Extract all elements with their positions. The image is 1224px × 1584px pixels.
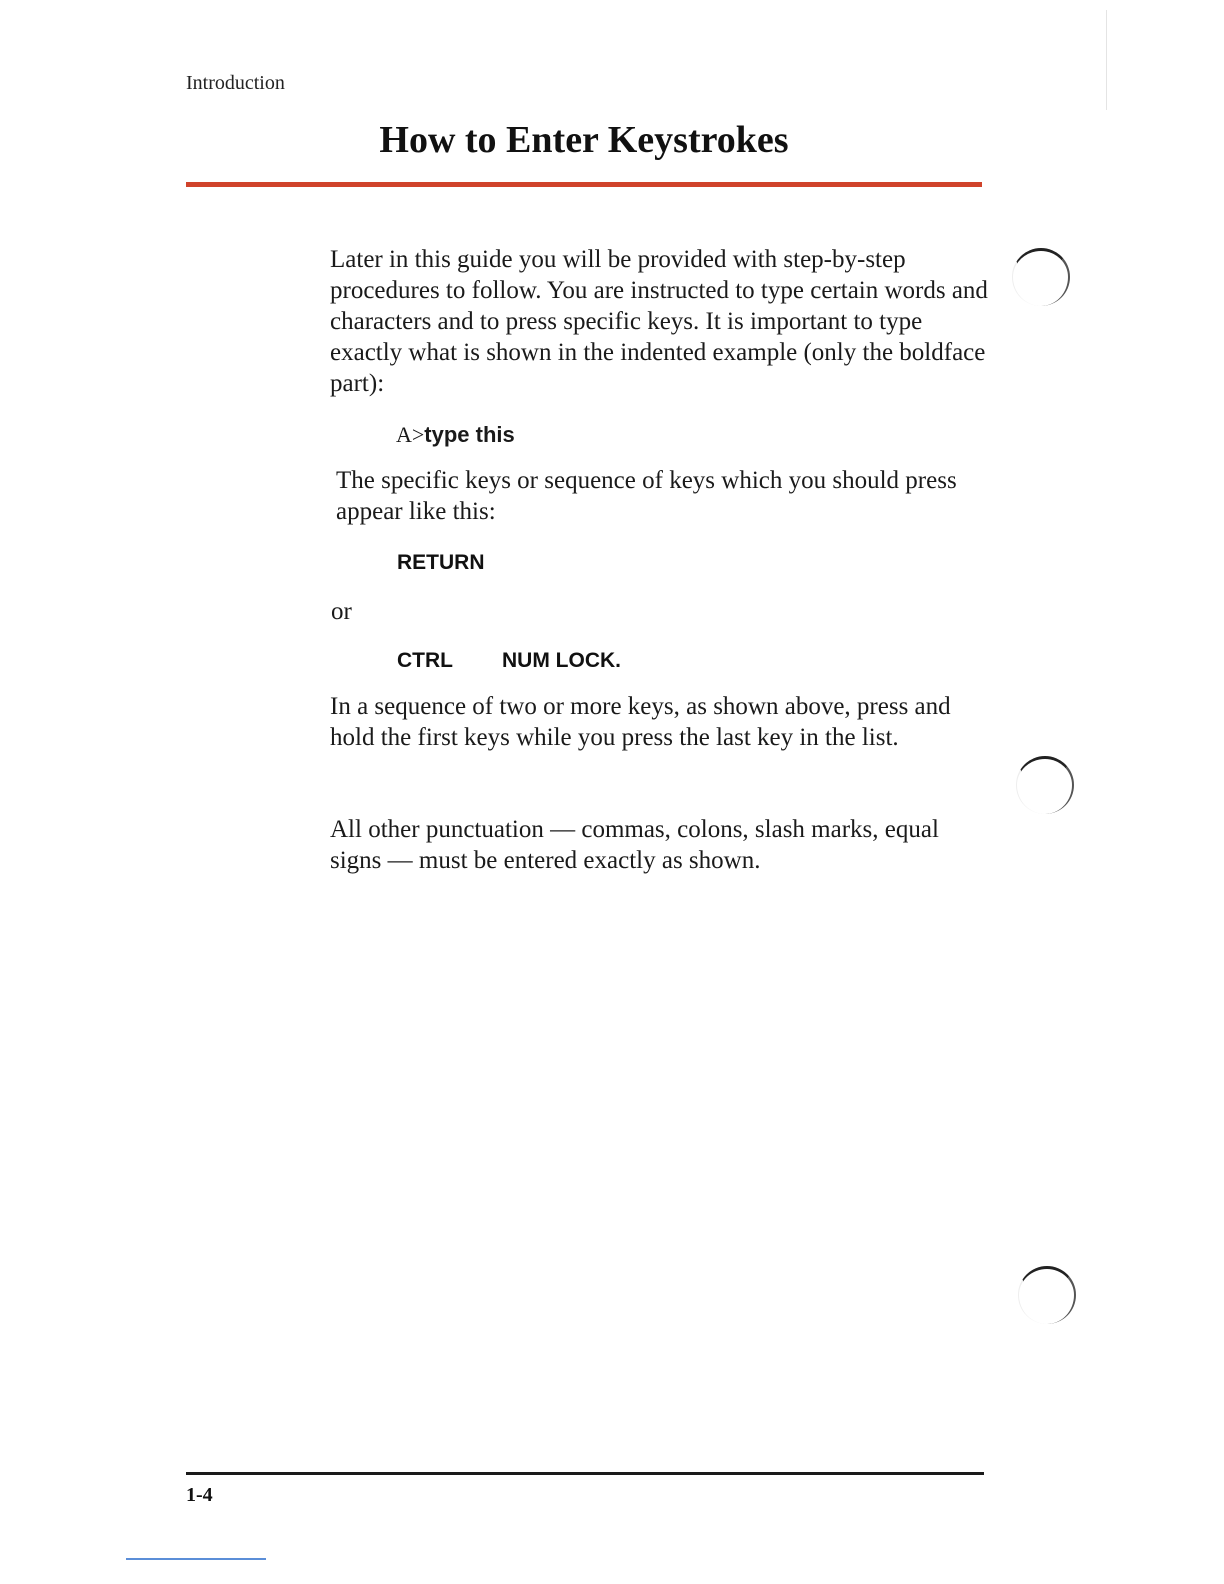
example-typed-text: type this (424, 422, 515, 447)
binder-hole-icon (1016, 756, 1074, 814)
example-prompt: A> (396, 422, 425, 447)
key-return: RETURN (397, 551, 485, 574)
keys-paragraph: The specific keys or sequence of keys which you should press appear like this: (336, 467, 957, 525)
section-label: Introduction (186, 72, 285, 94)
binder-hole-icon (1012, 248, 1070, 306)
intro-paragraph: Later in this guide you will be provided with step-by-step procedures to follow. You are instructed to type certain words and characters and to press specific keys. It is important to type exactly what is shown in the indented example (only the boldface part): (330, 246, 988, 397)
punctuation-paragraph: All other punctuation — commas, colons, slash marks, equal signs — must be entered exactly as shown. (330, 816, 939, 874)
or-text: or (331, 598, 352, 625)
key-num-lock: NUM LOCK. (502, 649, 621, 672)
footer-divider (186, 1472, 984, 1475)
page-title: How to Enter Keystrokes (379, 119, 789, 161)
key-ctrl: CTRL (397, 649, 453, 672)
typing-example (396, 422, 515, 448)
title-divider (186, 182, 982, 187)
sequence-paragraph: In a sequence of two or more keys, as shown above, press and hold the first keys while you press the last key in the list. (330, 693, 951, 751)
binder-hole-icon (1018, 1266, 1076, 1324)
page-edge-line (1106, 10, 1107, 110)
page-number: 1-4 (186, 1484, 213, 1506)
scan-artifact-line (126, 1558, 266, 1560)
